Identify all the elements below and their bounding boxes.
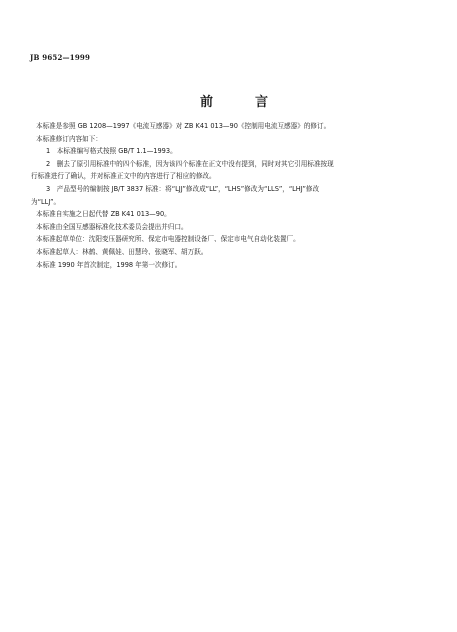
paragraph: 本标准修订内容如下： bbox=[36, 134, 102, 143]
standard-code: JB 9652—1999 bbox=[30, 53, 91, 62]
paragraph: 本标准起草人：林鹤、黄佩娃、田慧玲、张晓军、胡万跃。 bbox=[36, 247, 208, 256]
paragraph: 本标准由全国互感器标准化技术委员会提出并归口。 bbox=[36, 222, 188, 231]
list-item: 1 本标准编写格式按照 GB/T 1.1—1993。 bbox=[46, 147, 177, 156]
paragraph: 本标准是参照 GB 1208—1997《电流互感器》对 ZB K41 013—90《控制用电流互感器》的修订。 bbox=[36, 122, 331, 130]
paragraph: 本标准 1990 年首次制定，1998 年第一次修订。 bbox=[36, 260, 182, 269]
title-char-2: 言 bbox=[255, 95, 269, 110]
list-item: 3 产品型号的编制按 JB/T 3837 标准：将“LJJ”修改成“LL”，“LHS”修改为“LLS”，“LHJ”修改 bbox=[46, 184, 320, 193]
title-char-1: 前 bbox=[200, 95, 214, 110]
list-item-continuation: 为“LLJ”。 bbox=[31, 197, 61, 206]
paragraph: 本标准起草单位：沈阳变压器研究所、保定市电器控制设备厂、保定市电气自动化装置厂。 bbox=[36, 235, 300, 244]
paragraph: 本标准自实施之日起代替 ZB K41 013—90。 bbox=[36, 210, 171, 219]
list-item: 2 删去了原引用标准中的四个标准，因为该四个标准在正文中没有提到，同时对其它引用标准按现 bbox=[46, 159, 334, 168]
list-item-continuation: 行标准进行了确认，并对标准正文中的内容进行了相应的修改。 bbox=[31, 172, 216, 181]
document-body bbox=[31, 120, 431, 271]
